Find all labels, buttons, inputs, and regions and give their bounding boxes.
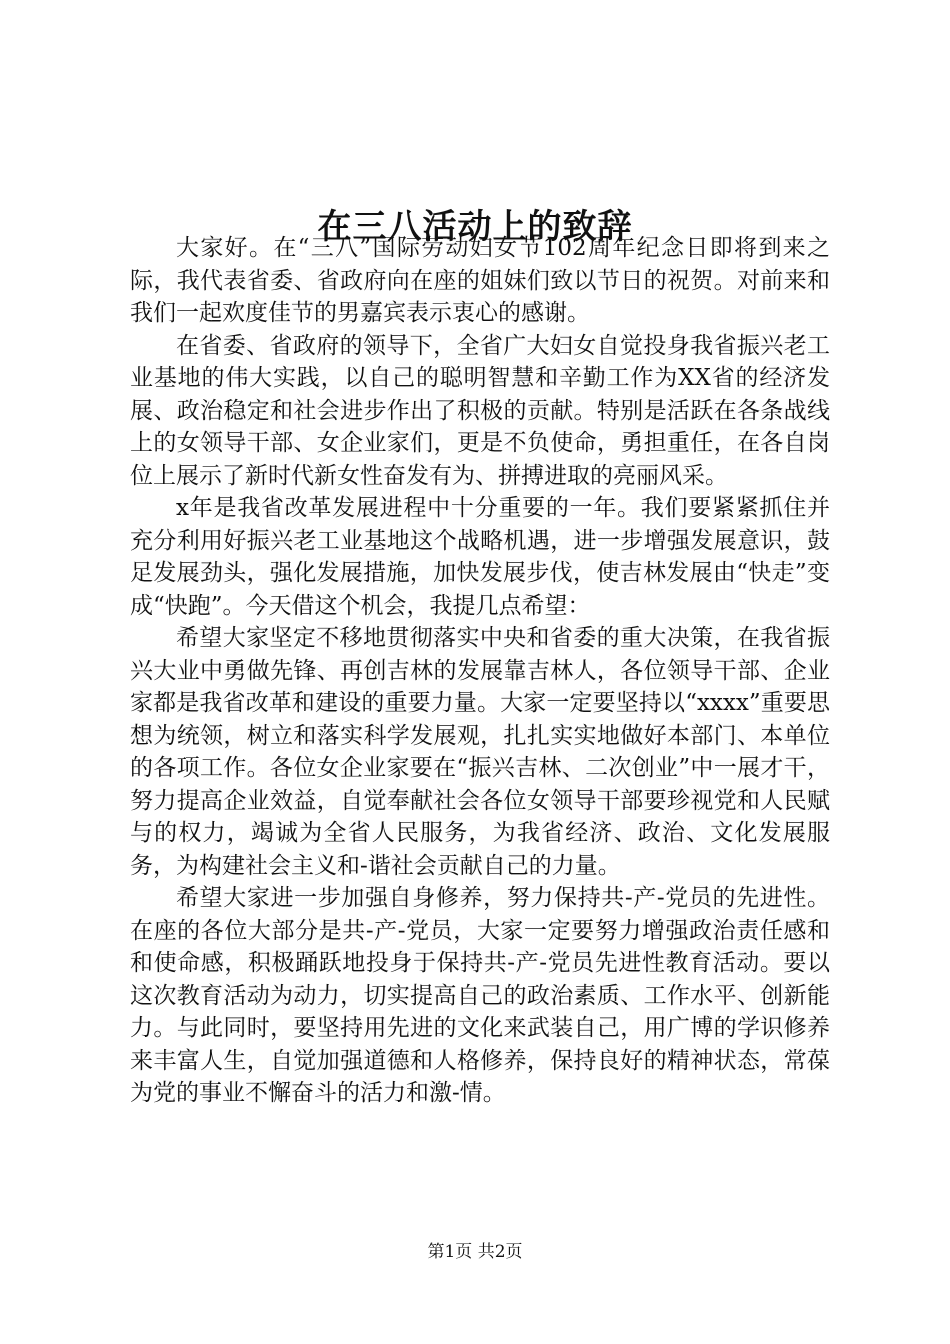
document-body (130, 232, 830, 1110)
paragraph: x年是我省改革发展进程中十分重要的一年。我们要紧紧抓住并充分利用好振兴老工业基地这个战略机遇，进一步增强发展意识，鼓足发展劲头，强化发展措施，加快发展步伐，使吉林发展由“快走”变成“快跑”。今天借这个机会，我提几点希望： (130, 495, 830, 619)
paragraph: 大家好。在“三八”国际劳动妇女节102周年纪念日即将到来之际，我代表省委、省政府向在座的姐妹们致以节日的祝贺。对前来和我们一起欢度佳节的男嘉宾表示衷心的感谢。 (130, 235, 830, 326)
paragraph: 在省委、省政府的领导下，全省广大妇女自觉投身我省振兴老工业基地的伟大实践，以自己的聪明智慧和辛勤工作为XX省的经济发展、政治稳定和社会进步作出了积极的贡献。特别是活跃在各条战线上的女领导干部、女企业家们，更是不负使命，勇担重任，在各自岗位上展示了新时代新女性奋发有为、拼搏进取的亮丽风采。 (130, 332, 830, 489)
paragraph: 希望大家坚定不移地贯彻落实中央和省委的重大决策，在我省振兴大业中勇做先锋、再创吉林的发展靠吉林人，各位领导干部、企业家都是我省改革和建设的重要力量。大家一定要坚持以“xxxx”重要思想为统领，树立和落实科学发展观，扎扎实实地做好本部门、本单位的各项工作。各位女企业家要在“振兴吉林、二次创业”中一展才干，努力提高企业效益，自觉奉献社会各位女领导干部要珍视党和人民赋与的权力，竭诚为全省人民服务，为我省经济、政治、文化发展服务，为构建社会主义和-谐社会贡献自己的力量。 (130, 625, 830, 879)
paragraph: 希望大家进一步加强自身修养，努力保持共-产-党员的先进性。在座的各位大部分是共-产-党员，大家一定要努力增强政治责任感和和使命感，积极踊跃地投身于保持共-产-党员先进性教育活动。要以这次教育活动为动力，切实提高自己的政治素质、工作水平、创新能力。与此同时，要坚持用先进的文化来武装自己，用广博的学识修养来丰富人生，自觉加强道德和人格修养，保持良好的精神状态，常葆为党的事业不懈奋斗的活力和激-情。 (130, 885, 830, 1106)
page-number-footer: 第1页 共2页 (427, 1242, 523, 1262)
document-title: 在三八活动上的致辞 (317, 206, 633, 247)
